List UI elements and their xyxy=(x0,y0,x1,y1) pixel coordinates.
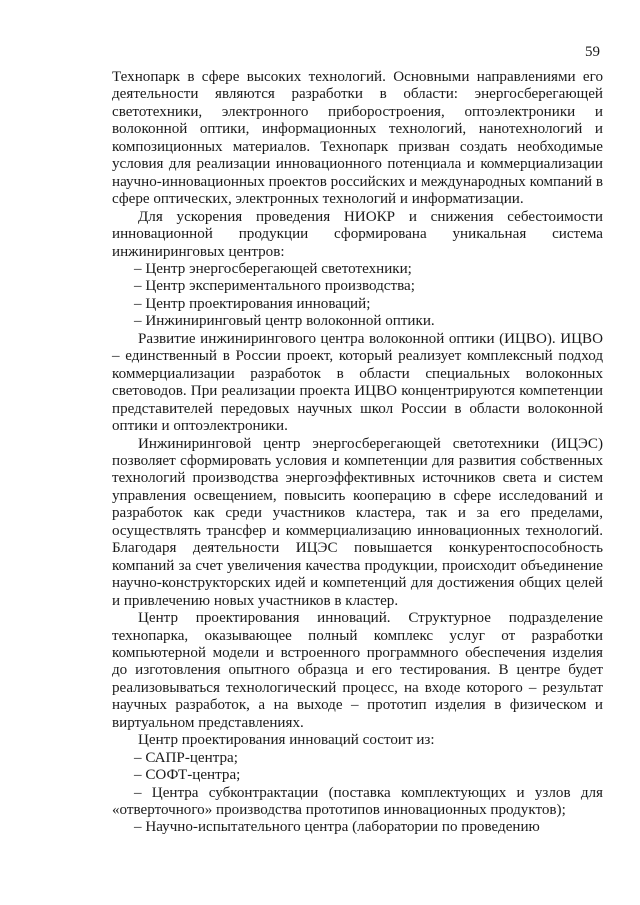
paragraph-technopark: Технопарк в сфере высоких технологий. Основными направлениями его деятельности являются разработки в области: энергосберегающей светотехники, электронного приборостроения, оптоэлектроники и волоконной оптики, информационных технологий, нанотехнологий и композиционных материалов. Технопарк призван создать необходимые условия для реализации инновационного потенциала и коммерциализации научно-инновационных проектов российских и международных компаний в сфере оптических, электронных технологий и информатизации. xyxy=(112,69,603,208)
list-item-unit: – Научно-испытательного центра (лаборатории по проведению xyxy=(134,819,540,836)
list-item-unit: – САПР-центра; xyxy=(134,749,238,766)
list-item-unit: – Центра субконтрактации (поставка комплектующих и узлов для «отверточного» производства прототипов инновационных продуктов); xyxy=(112,784,603,819)
paragraph-niokr: Для ускорения проведения НИОКР и снижения себестоимости инновационной продукции сформирована уникальная система инжиниринговых центров: xyxy=(112,208,603,260)
document-body xyxy=(112,69,603,837)
list-item-center: – Центр экспериментального производства; xyxy=(134,278,415,295)
paragraph-ices: Инжиниринговой центр энергосберегающей светотехники (ИЦЭС) позволяет сформировать условия и компетенции для развития собственных технологий производства энергоэффективных источников света и систем управления освещением, повысить кооперацию в сфере исследований и разработок как среди участников кластера, так и за его пределами, осуществлять трансфер и коммерциализацию инновационных технологий. Благодаря деятельности ИЦЭС повышается конкурентоспособность компаний за счет увеличения качества продукции, происходит объединение научно-конструкторских идей и компетенций для достижения общих целей и привлечению новых участников в кластер. xyxy=(112,435,603,609)
list-item-center: – Центр энергосберегающей светотехники; xyxy=(134,260,412,277)
paragraph-icvo: Развитие инжинирингового центра волоконной оптики (ИЦВО). ИЦВО – единственный в России проект, который реализует комплексный подход коммерциализации разработок в области специальных волоконных световодов. При реализации проекта ИЦВО концентрируются компетенции представителей передовых научных школ России в области волоконной оптики и оптоэлектроники. xyxy=(112,330,603,435)
list-item-unit: – СОФТ-центра; xyxy=(134,767,241,784)
list-item-center: – Инжиниринговый центр волоконной оптики. xyxy=(134,313,435,330)
list-item-center: – Центр проектирования инноваций; xyxy=(134,295,371,312)
page-number: 59 xyxy=(585,44,600,60)
paragraph-design-center-composition: Центр проектирования инноваций состоит из: xyxy=(138,732,435,749)
paragraph-design-center: Центр проектирования инноваций. Структурное подразделение технопарка, оказывающее полный комплекс услуг от разработки компьютерной модели и встроенного программного обеспечения изделия до изготовления опытного образца и его тестирования. В центре будет реализовываться технологический процесс, на входе которого – результат научных разработок, а на выходе – прототип изделия в физическом и виртуальном представлениях. xyxy=(112,610,603,731)
